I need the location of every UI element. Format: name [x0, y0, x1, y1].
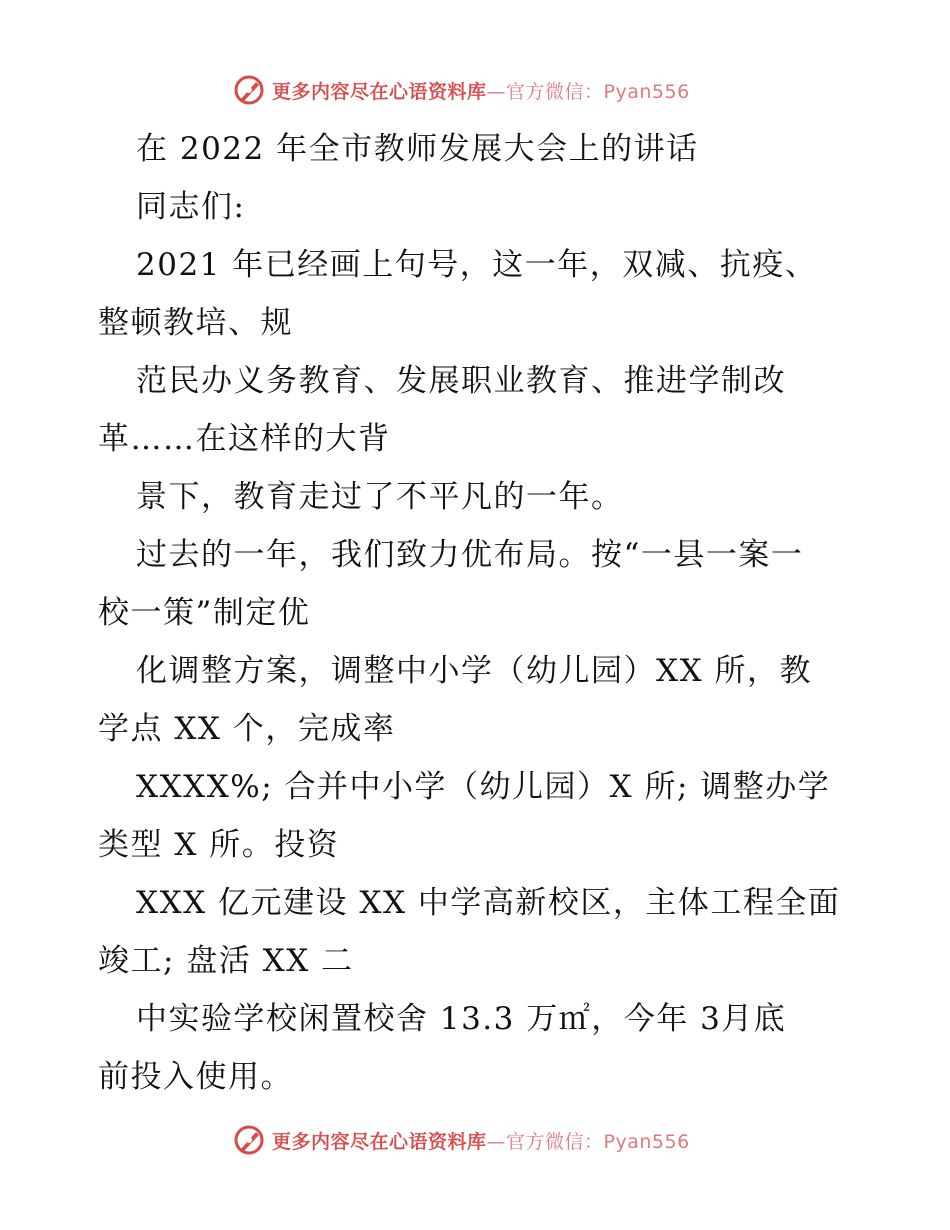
- quill-logo-icon: [232, 73, 266, 107]
- text-line: [98, 236, 878, 294]
- text-line-content: 景下，教育走过了不平凡的一年。: [136, 479, 624, 515]
- text-line: [98, 700, 878, 758]
- watermark-header: [232, 72, 690, 108]
- text-line: [98, 352, 878, 410]
- text-line: [98, 874, 878, 932]
- text-line-content: 前投入使用。: [98, 1059, 293, 1095]
- text-line-content: 过去的一年，我们致力优布局。按“一县一案一: [136, 537, 804, 573]
- text-line-content: 化调整方案，调整中小学（幼儿园）XX 所，教: [136, 653, 812, 689]
- text-line-content: XXXX%; 合并中小学（幼儿园）X 所; 调整办学: [136, 769, 831, 805]
- watermark-sub-text: —官方微信：Pyan556: [486, 80, 690, 103]
- quill-logo-icon: [232, 1123, 266, 1157]
- text-line: [98, 990, 878, 1048]
- watermark-main-text: 更多内容尽在心语资料库: [272, 80, 487, 103]
- text-line-content: 中实验学校闲置校舍 13.3 万㎡，今年 3月底: [136, 1001, 787, 1037]
- text-line: [98, 1048, 878, 1106]
- text-line-content: XXX 亿元建设 XX 中学高新校区，主体工程全面: [136, 885, 841, 921]
- text-line-content: 学点 XX 个，完成率: [98, 711, 396, 747]
- text-line-content: 在 2022 年全市教师发展大会上的讲话: [136, 131, 699, 167]
- text-line-content: 同志们:: [136, 189, 246, 225]
- text-line: [98, 932, 878, 990]
- text-line-content: 2021 年已经画上句号，这一年，双减、抗疫、: [136, 247, 818, 283]
- text-line: [98, 120, 878, 178]
- text-line-content: 范民办义务教育、发展职业教育、推进学制改: [136, 363, 786, 399]
- text-line: [98, 816, 878, 874]
- text-line: [98, 468, 878, 526]
- text-line-content: 竣工; 盘活 XX 二: [98, 943, 354, 979]
- text-line-content: 革……在这样的大背: [98, 421, 391, 457]
- text-line: [98, 294, 878, 352]
- text-line-content: 类型 X 所。投资: [98, 827, 340, 863]
- document-body: [98, 120, 878, 1106]
- text-line: [98, 584, 878, 642]
- watermark-main-text: 更多内容尽在心语资料库: [272, 1130, 487, 1153]
- watermark-footer: [232, 1122, 690, 1158]
- watermark-sub-text: —官方微信：Pyan556: [486, 1130, 690, 1153]
- text-line: [98, 410, 878, 468]
- text-line: [98, 758, 878, 816]
- text-line: [98, 526, 878, 584]
- text-line: [98, 642, 878, 700]
- text-line: [98, 178, 878, 236]
- text-line-content: 整顿教培、规: [98, 305, 293, 341]
- text-line-content: 校一策”制定优: [98, 595, 311, 631]
